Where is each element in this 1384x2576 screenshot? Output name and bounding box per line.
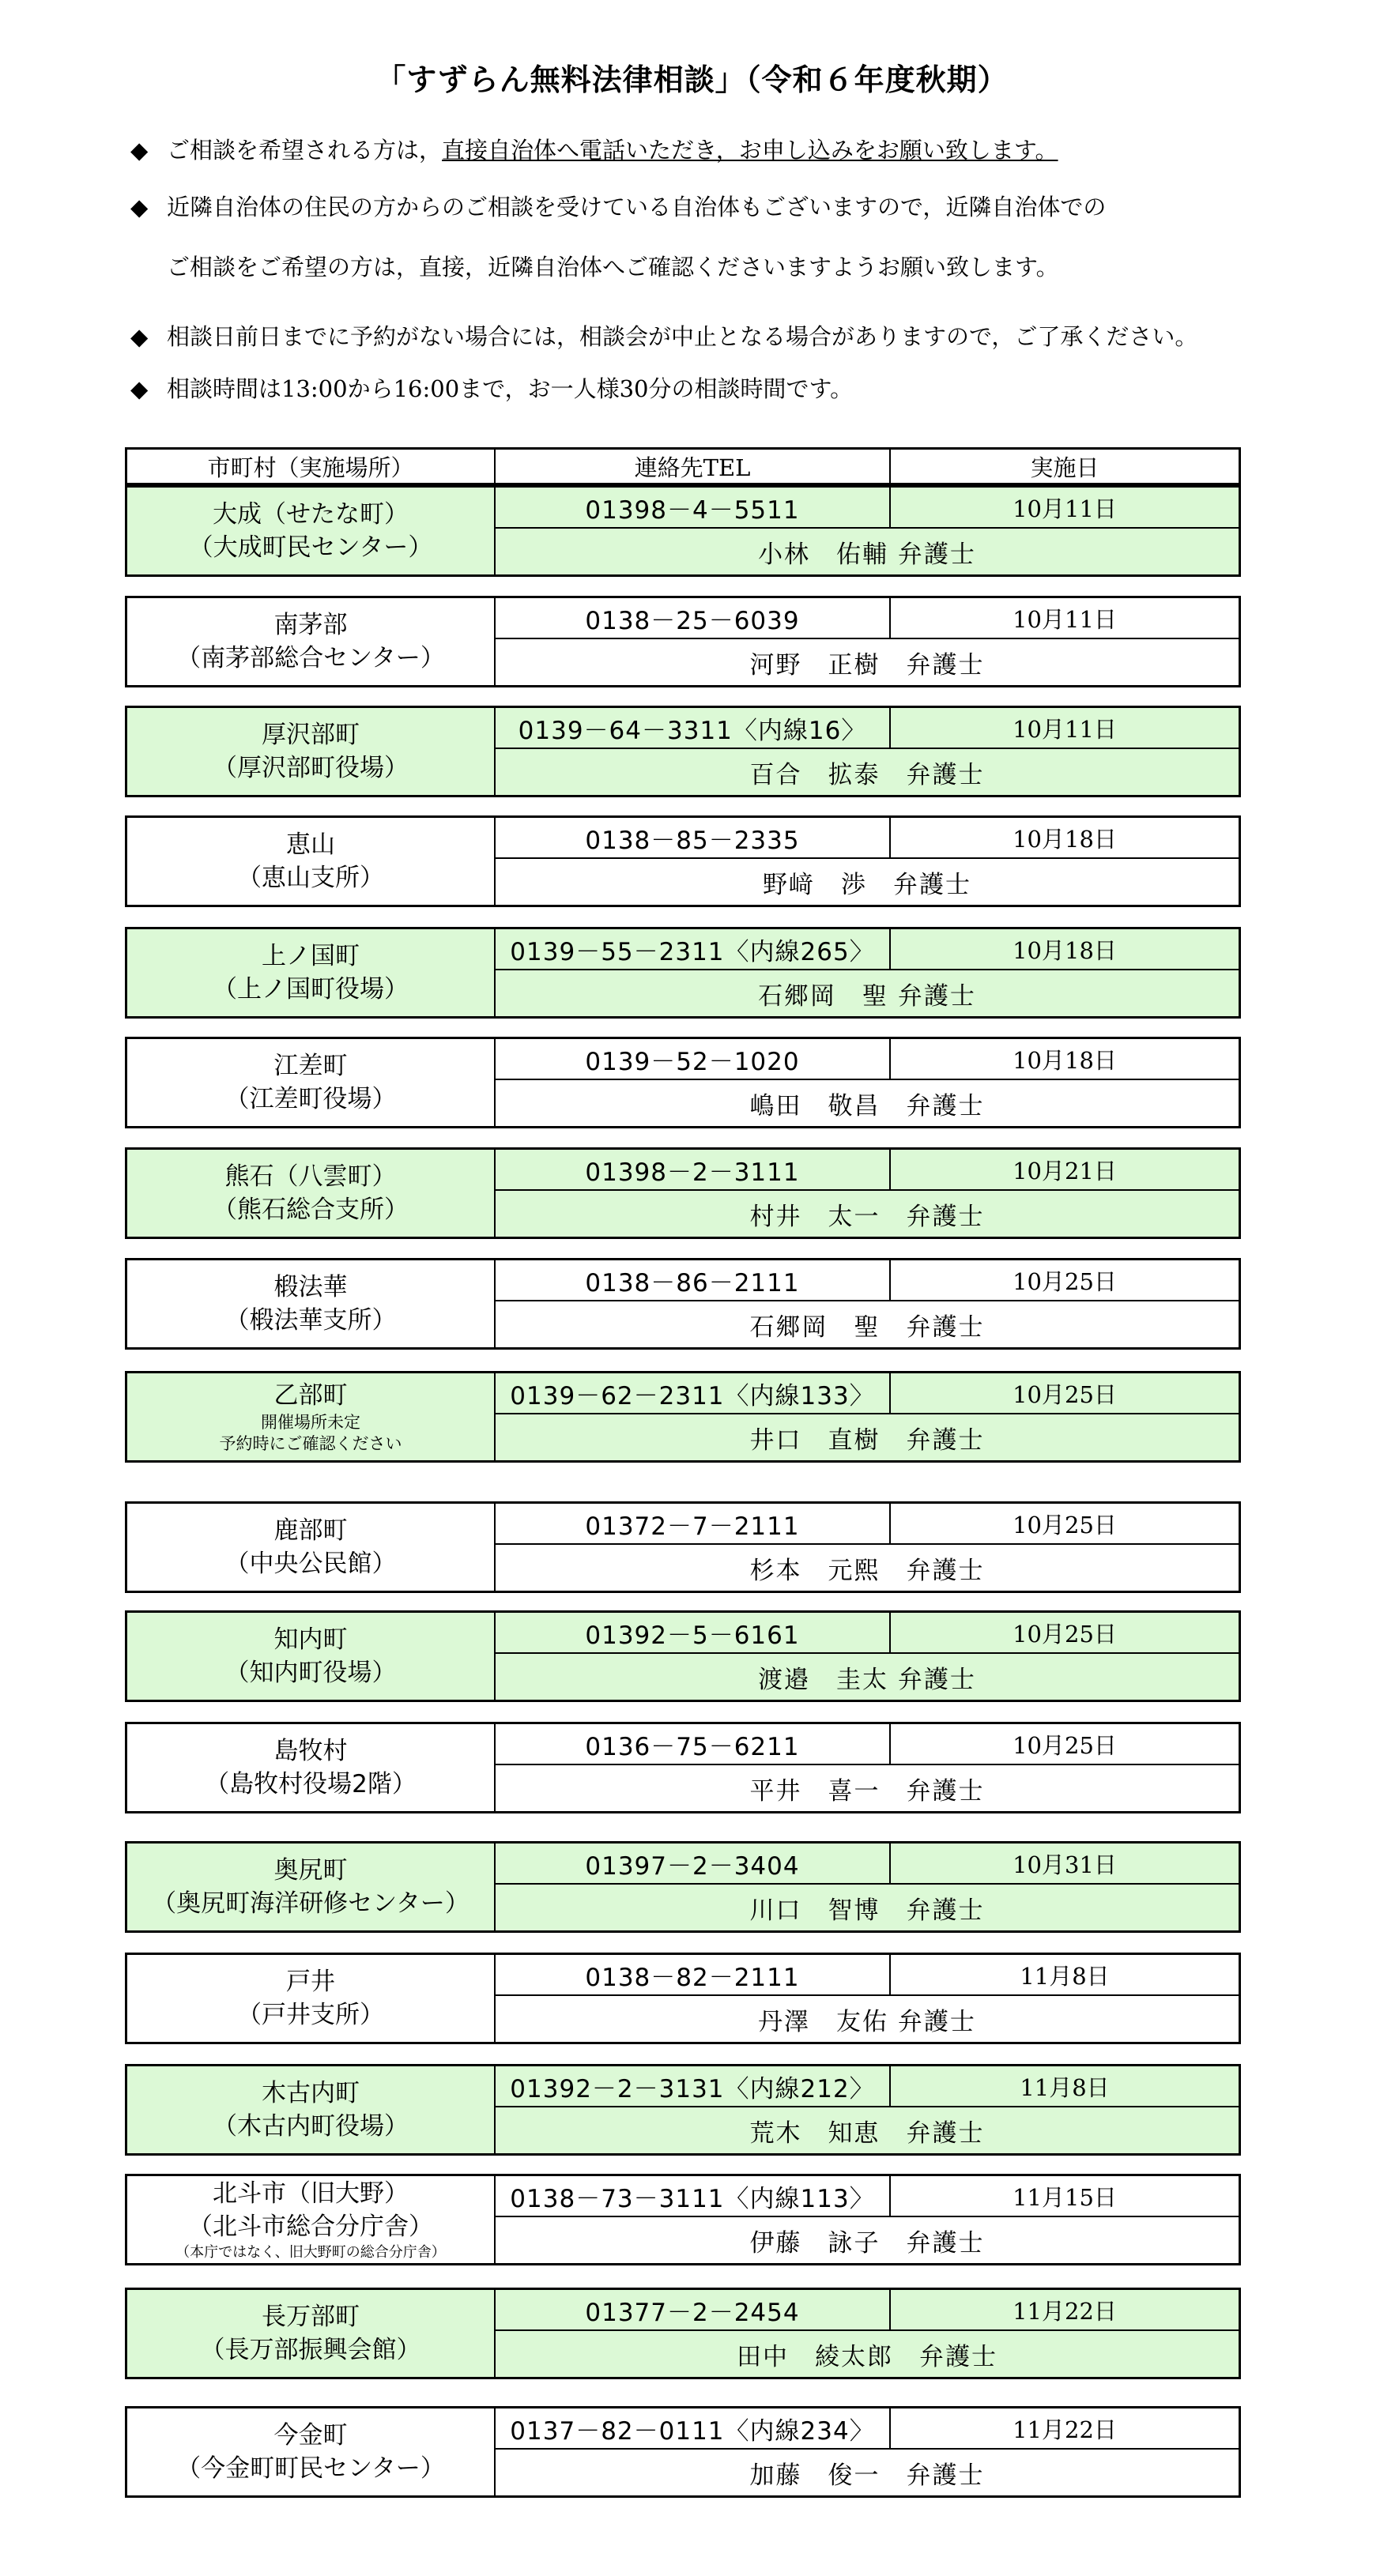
place-name: 鹿部町 [273,1516,348,1545]
detail-cell [496,1039,1239,1126]
tel-date-row [496,1150,1239,1191]
detail-cell [496,488,1239,574]
note-1-underlined: 直接自治体へ電話いただき，お申し込みをお願い致します。 [442,137,1058,164]
lawyer-cell: 石郷岡 聖 弁護士 [758,981,976,1011]
table-row [125,2064,1241,2156]
place-venue: （木古内町役場） [213,2112,409,2141]
date-cell: 10月18日 [1013,1046,1117,1074]
place-cell [127,2408,496,2495]
detail-cell [496,1504,1239,1591]
bullet-icon: ◆ [130,137,149,164]
place-name: 熊石（八雲町） [224,1162,397,1191]
place-cell [127,2066,496,2153]
note-4 [130,371,853,404]
tel-cell: 0136－75－6211 [496,1724,891,1764]
table-row [125,1258,1241,1350]
page-title: 「すずらん無料法律相談」（令和６年度秋期） [375,62,1009,97]
place-venue: （大成町民センター） [188,533,433,562]
place-cell [127,2176,496,2263]
detail-cell [496,708,1239,795]
place-cell [127,708,496,795]
place-venue: （長万部振興会館） [200,2336,421,2364]
tel-cell: 01398－4－5511 [496,488,891,527]
header-place: 市町村（実施場所） [127,450,496,483]
tel-date-row [496,1724,1239,1765]
lawyer-cell: 百合 拡泰 弁護士 [749,760,985,789]
tel-date-row [496,1373,1239,1414]
tel-cell: 01392－2－3131〈内線212〉 [496,2066,891,2106]
bullet-icon: ◆ [130,375,149,402]
place-name: 椴法華 [273,1273,348,1301]
lawyer-cell: 渡邉 圭太 弁護士 [758,1665,976,1694]
lawyer-cell: 丹澤 友佑 弁護士 [758,2007,976,2036]
date-cell: 10月25日 [1013,1511,1117,1538]
place-name: 戸井 [286,1968,335,1996]
bullet-icon: ◆ [130,323,149,350]
place-name: 南茅部 [273,611,348,639]
header-tel: 連絡先TEL [496,450,891,483]
place-name: 長万部町 [262,2303,360,2331]
table-row [125,1953,1241,2044]
note-3-text: 相談日前日までに予約がない場合には，相談会が中止となる場合がありますので，ご了承ください。 [167,323,1198,350]
place-name: 大成（せたな町） [213,500,409,529]
tel-cell: 0139－52－1020 [496,1039,891,1079]
tel-cell: 01398－2－3111 [496,1150,891,1189]
detail-cell [496,818,1239,905]
table-row [125,1037,1241,1128]
tel-date-row [496,708,1239,749]
lawyer-cell: 野﨑 渉 弁護士 [763,870,971,899]
place-name: 島牧村 [273,1737,348,1765]
detail-cell [496,1613,1239,1700]
table-row [125,596,1241,687]
lawyer-cell: 伊藤 詠子 弁護士 [749,2228,985,2258]
place-note: 開催場所未定 [261,1413,360,1432]
tel-date-row [496,929,1239,970]
detail-cell [496,2066,1239,2153]
date-cell: 10月25日 [1013,1620,1117,1648]
place-venue: （戸井支所） [237,2001,384,2029]
bullet-icon: ◆ [130,194,149,220]
lawyer-cell: 嶋田 敬昌 弁護士 [749,1091,985,1120]
place-name: 奥尻町 [273,1856,348,1885]
tel-date-row [496,598,1239,639]
table-row [125,2406,1241,2498]
tel-date-row [496,1955,1239,1996]
place-cell [127,2290,496,2377]
lawyer-cell: 平井 喜一 弁護士 [749,1776,985,1806]
place-cell [127,1260,496,1347]
table-header [125,447,1241,485]
place-venue: （中央公民館） [224,1550,397,1578]
detail-cell [496,2176,1239,2263]
tel-date-row [496,2290,1239,2331]
tel-cell: 01372－7－2111 [496,1504,891,1543]
table-row [125,2288,1241,2379]
detail-cell [496,1955,1239,2042]
place-name: 北斗市（旧大野） [213,2179,409,2208]
place-venue: （恵山支所） [237,864,384,892]
place-venue: （南茅部総合センター） [176,644,445,672]
place-cell [127,1955,496,2042]
lawyer-cell: 小林 佑輔 弁護士 [758,540,976,569]
place-name: 知内町 [273,1625,348,1654]
tel-cell: 0139－62－2311〈内線133〉 [496,1373,891,1413]
tel-date-row [496,1039,1239,1080]
place-venue: （上ノ国町役場） [213,975,409,1004]
tel-date-row [496,1843,1239,1885]
table-row [125,2174,1241,2265]
detail-cell [496,2290,1239,2377]
note-4-text: 相談時間は13:00から16:00まで，お一人様30分の相談時間です。 [167,375,854,402]
place-name: 上ノ国町 [262,942,360,970]
note-2a [130,190,1106,222]
place-venue: （椴法華支所） [224,1306,397,1335]
header-date: 実施日 [1030,454,1099,481]
place-venue: （今金町町民センター） [176,2454,445,2483]
date-cell: 11月8日 [1020,2073,1110,2101]
place-cell [127,598,496,685]
lawyer-cell: 井口 直樹 弁護士 [749,1425,985,1455]
detail-cell [496,598,1239,685]
tel-cell: 0139－64－3311〈内線16〉 [496,708,891,748]
lawyer-cell: 川口 智博 弁護士 [749,1896,985,1925]
tel-date-row [496,488,1239,529]
detail-cell [496,1150,1239,1237]
table-row [125,1501,1241,1593]
date-cell: 10月11日 [1013,495,1117,522]
detail-cell [496,1373,1239,1460]
tel-cell: 01392－5－6161 [496,1613,891,1652]
detail-cell [496,1260,1239,1347]
table-row [125,485,1241,577]
date-cell: 10月25日 [1013,1380,1117,1408]
place-venue: （北斗市総合分庁舎） [188,2213,433,2241]
date-cell: 10月31日 [1013,1851,1117,1878]
place-name: 乙部町 [273,1381,348,1410]
place-cell [127,1150,496,1237]
place-name: 今金町 [273,2421,348,2450]
tel-cell: 0139－55－2311〈内線265〉 [496,929,891,969]
note-1 [130,133,1058,165]
date-cell: 11月22日 [1013,2297,1117,2325]
place-cell [127,1039,496,1126]
place-name: 江差町 [273,1052,348,1080]
detail-cell [496,929,1239,1016]
place-cell [127,488,496,574]
place-cell [127,1373,496,1460]
lawyer-cell: 石郷岡 聖 弁護士 [749,1312,985,1342]
place-cell [127,1504,496,1591]
date-cell: 10月25日 [1013,1731,1117,1759]
tel-date-row [496,2066,1239,2107]
table-row [125,1371,1241,1463]
table-row [125,1147,1241,1239]
place-cell [127,1843,496,1930]
lawyer-cell: 杉本 元熙 弁護士 [749,1556,985,1585]
tel-cell: 0138－86－2111 [496,1260,891,1300]
date-cell: 11月8日 [1020,1962,1110,1990]
place-note: （本庁ではなく、旧大野町の総合分庁舎） [175,2244,446,2261]
lawyer-cell: 村井 太一 弁護士 [749,1202,985,1231]
place-venue: （熊石総合支所） [213,1196,409,1224]
table-row [125,1610,1241,1702]
note-2b [130,250,1059,282]
lawyer-cell: 田中 綾太郎 弁護士 [737,2342,997,2371]
place-venue: （江差町役場） [224,1085,397,1113]
tel-date-row [496,818,1239,859]
tel-cell: 01397－2－3404 [496,1843,891,1883]
tel-cell: 0138－25－6039 [496,598,891,638]
tel-cell: 0137－82－0111〈内線234〉 [496,2408,891,2448]
place-name: 木古内町 [262,2079,360,2107]
table-row [125,927,1241,1019]
table-row [125,706,1241,797]
place-venue: （知内町役場） [224,1659,397,1687]
place-cell [127,1613,496,1700]
tel-cell: 0138－85－2335 [496,818,891,857]
date-cell: 10月18日 [1013,936,1117,964]
tel-date-row [496,1613,1239,1654]
tel-date-row [496,2176,1239,2217]
detail-cell [496,2408,1239,2495]
note-2a-text: 近隣自治体の住民の方からのご相談を受けている自治体もございますので，近隣自治体での [167,194,1107,220]
note-2b-text: ご相談をご希望の方は，直接，近隣自治体へご確認くださいますようお願い致します。 [167,254,1059,281]
note-1-text: ご相談を希望される方は， [167,137,443,164]
table-row [125,1722,1241,1813]
detail-cell [496,1724,1239,1811]
place-name: 恵山 [286,830,335,859]
date-cell: 11月22日 [1013,2416,1117,2443]
lawyer-cell: 荒木 知恵 弁護士 [749,2118,985,2148]
date-cell: 10月21日 [1013,1157,1117,1184]
lawyer-cell: 河野 正樹 弁護士 [749,650,985,680]
lawyer-cell: 加藤 俊一 弁護士 [749,2461,985,2490]
place-cell [127,1724,496,1811]
tel-cell: 01377－2－2454 [496,2290,891,2329]
note-3 [130,319,1197,352]
date-cell: 11月15日 [1013,2183,1117,2211]
date-cell: 10月25日 [1013,1267,1117,1295]
tel-date-row [496,2408,1239,2450]
date-cell: 10月18日 [1013,825,1117,853]
place-cell [127,818,496,905]
place-venue: （厚沢部町役場） [213,754,409,782]
table-row [125,815,1241,907]
date-cell: 10月11日 [1013,605,1117,633]
place-cell [127,929,496,1016]
tel-date-row [496,1260,1239,1301]
place-note: 予約時にご確認ください [219,1434,402,1453]
place-name: 厚沢部町 [262,721,360,749]
tel-cell: 0138－73－3111〈内線113〉 [496,2176,891,2216]
detail-cell [496,1843,1239,1930]
date-cell: 10月11日 [1013,715,1117,743]
table-row [125,1841,1241,1933]
tel-date-row [496,1504,1239,1545]
place-venue: （島牧村役場2階） [205,1770,417,1798]
tel-cell: 0138－82－2111 [496,1955,891,1994]
place-venue: （奥尻町海洋研修センター） [152,1889,470,1918]
